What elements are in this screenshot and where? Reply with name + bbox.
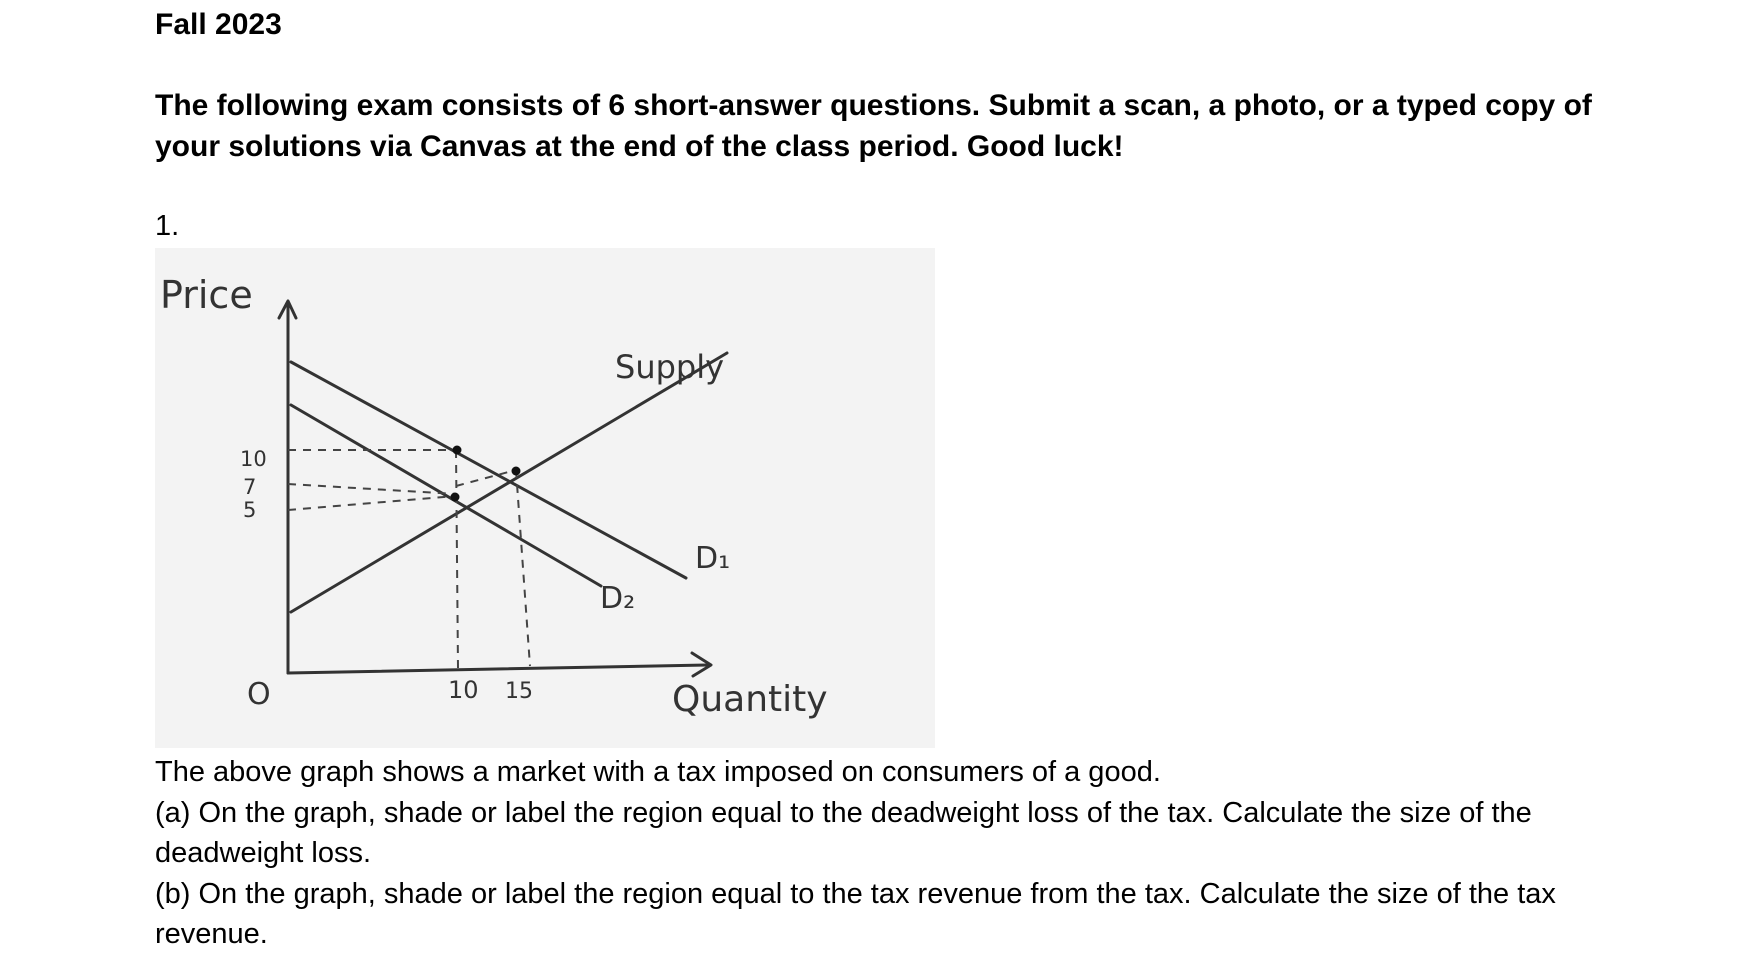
demand-d2-label: D₂ [600, 581, 636, 616]
price-tick-10: 10 [240, 447, 267, 471]
quantity-tick-10: 10 [448, 676, 479, 704]
price-5-guide [288, 496, 456, 510]
demand-curve-d1 [291, 362, 686, 578]
origin-label: O [247, 677, 271, 712]
graph-drawing [155, 248, 935, 748]
point-consumer-price [453, 446, 462, 455]
question-part-b: (b) On the graph, shade or label the region equal to the tax revenue from the tax. Calculate the size of the tax revenue. [155, 877, 1556, 950]
question-part-a: (a) On the graph, shade or label the region equal to the deadweight loss of the tax. Calculate the size of the deadweight loss. [155, 796, 1532, 869]
question-description: The above graph shows a market with a tax imposed on consumers of a good. [155, 756, 1161, 788]
point-pre-tax-equilibrium [512, 467, 521, 476]
price-tick-7: 7 [243, 475, 257, 499]
demand-curve-d2 [291, 405, 601, 586]
exam-term-heading: Fall 2023 [155, 8, 282, 41]
question-text [155, 752, 1605, 955]
price-axis-label: Price [160, 273, 253, 317]
point-producer-price [451, 493, 460, 502]
supply-demand-graph [155, 248, 935, 748]
quantity-15-guide [516, 470, 530, 666]
supply-curve-label: Supply [615, 348, 725, 386]
quantity-10-guide [456, 450, 458, 668]
price-tick-5: 5 [243, 498, 257, 522]
question-number: 1. [155, 210, 180, 242]
demand-d1-label: D₁ [695, 541, 731, 576]
exam-instructions: The following exam consists of 6 short-answer questions. Submit a scan, a photo, or a typed copy of your solutions via Canvas at the end of the class period. Good luck! [155, 89, 1592, 163]
quantity-axis-label: Quantity [672, 679, 828, 720]
quantity-axis [288, 665, 707, 673]
quantity-tick-15: 15 [505, 679, 533, 704]
